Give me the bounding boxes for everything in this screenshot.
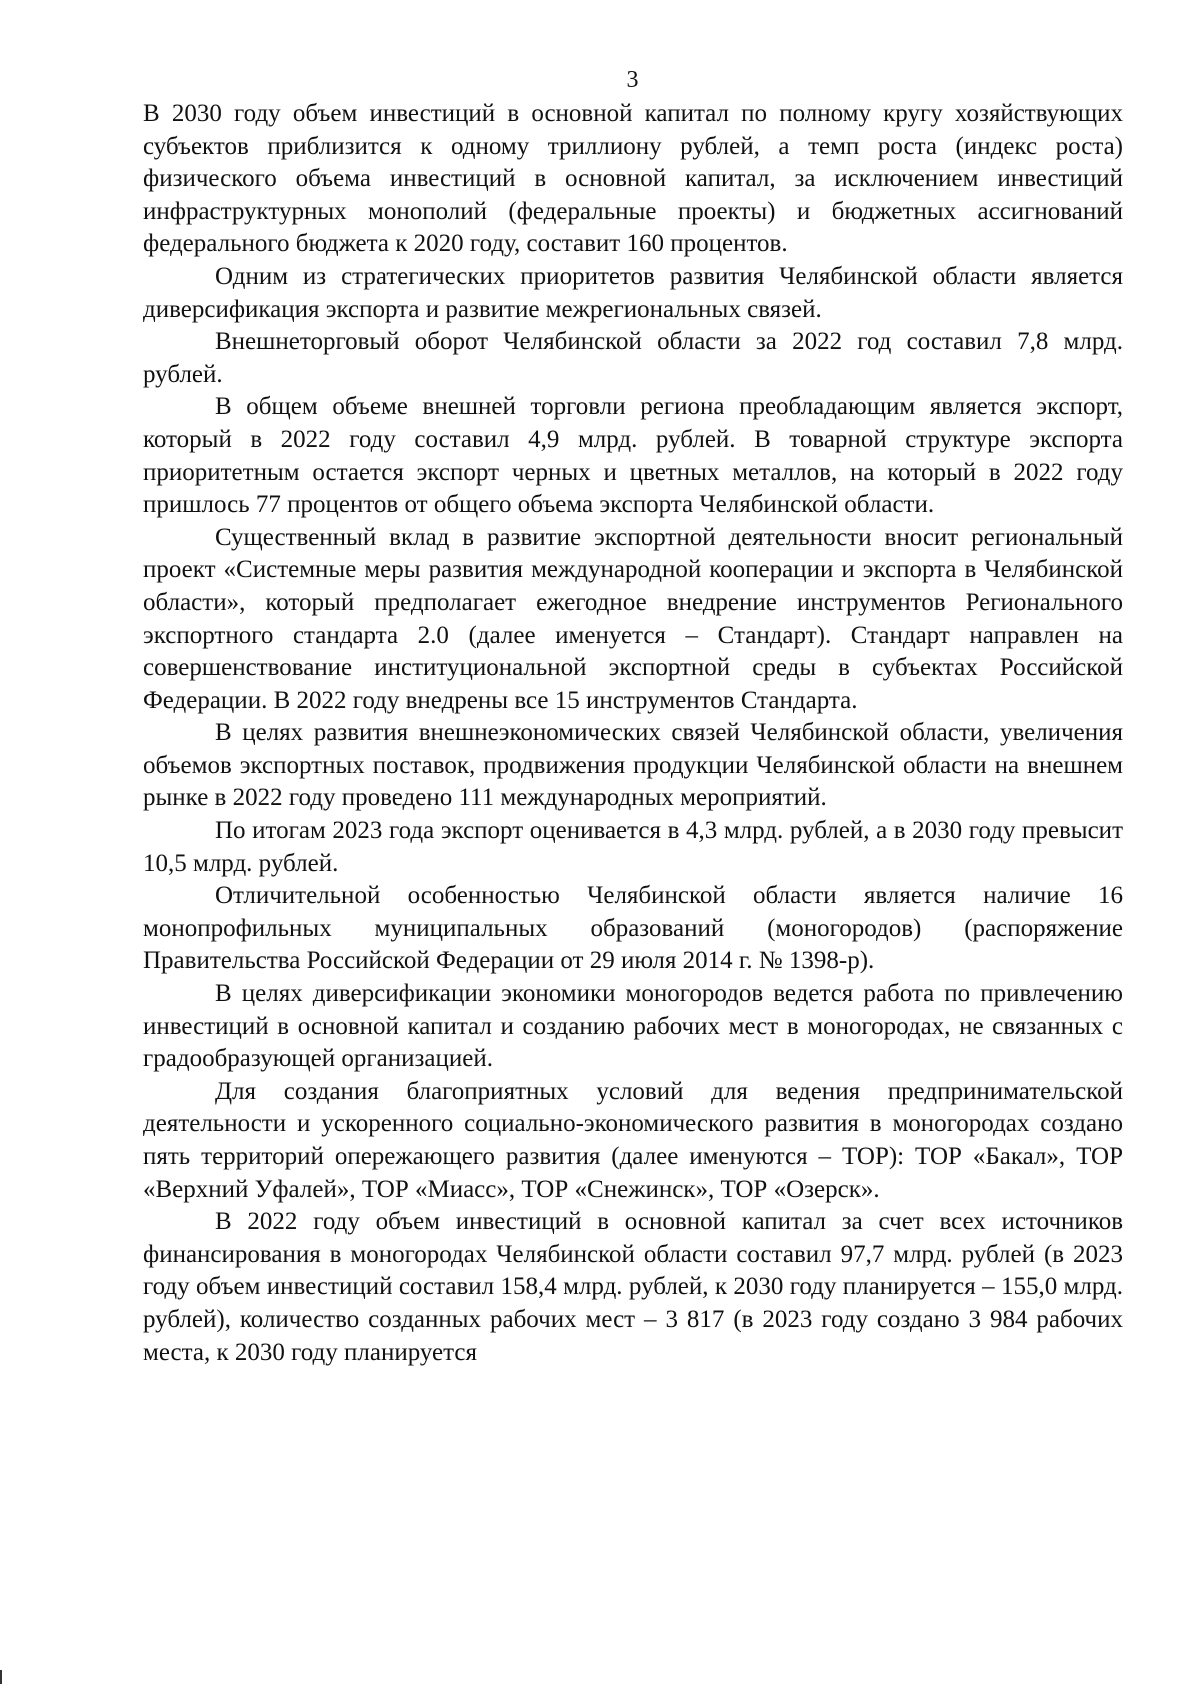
paragraph-export-structure: В общем объеме внешней торговли региона преобладающим является экспорт, который в 2022 году составил 4,9 млрд. рублей. В товарной структуре экспорта приоритетным остается экспорт черных и цветных металлов, на который в 2022 году пришлось 77 процентов от общего объема экспорта Челябинской области. bbox=[143, 393, 1123, 519]
paragraph-foreign-trade-turnover: Внешнеторговый оборот Челябинской области за 2022 год составил 7,8 млрд. рублей. bbox=[143, 328, 1123, 388]
page-number: 3 bbox=[626, 67, 639, 93]
document-body bbox=[143, 98, 1123, 1369]
paragraph-international-events: В целях развития внешнеэкономических связей Челябинской области, увеличения объемов экспортных поставок, продвижения продукции Челябинской области на внешнем рынке в 2022 году проведено 111 международных мероприятий. bbox=[143, 719, 1123, 812]
scan-edge-mark bbox=[0, 1670, 2, 1684]
paragraph-investment-2030: В 2030 году объем инвестиций в основной капитал по полному кругу хозяйствующих субъектов приблизится к одному триллиону рублей, а темп роста (индекс роста) физического объема инвестиций в основной капитал, за исключением инвестиций инфраструктурных монополий (федеральные проекты) и бюджетных ассигнований федерального бюджета к 2020 году, составит 160 процентов. bbox=[143, 100, 1123, 258]
paragraph-monotown-investment: В 2022 году объем инвестиций в основной капитал за счет всех источников финансирования в моногородах Челябинской области составил 97,7 млрд. рублей (в 2023 году объем инвестиций составил 158,4 млрд. рублей, к 2030 году планируется – 155,0 млрд. рублей), количество созданных рабочих мест – 3 817 (в 2023 году создано 3 984 рабочих места, к 2030 году планируется bbox=[143, 1208, 1123, 1366]
paragraph-monotowns: Отличительной особенностью Челябинской области является наличие 16 монопрофильных муниципальных образований (моногородов) (распоряжение Правительства Российской Федерации от 29 июля 2014 г. № 1398-р). bbox=[143, 882, 1123, 975]
paragraph-export-forecast: По итогам 2023 года экспорт оценивается в 4,3 млрд. рублей, а в 2030 году превысит 10,5 млрд. рублей. bbox=[143, 817, 1123, 877]
paragraph-export-priority: Одним из стратегических приоритетов развития Челябинской области является диверсификация экспорта и развитие межрегиональных связей. bbox=[143, 262, 1123, 323]
paragraph-advanced-development-territories: Для создания благоприятных условий для ведения предпринимательской деятельности и ускоренного социально-экономического развития в моногородах создано пять территорий опережающего развития (далее именуются – ТОР): ТОР «Бакал», ТОР «Верхний Уфалей», ТОР «Миасс», ТОР «Снежинск», ТОР «Озерск». bbox=[143, 1077, 1123, 1203]
paragraph-regional-project: Существенный вклад в развитие экспортной деятельности вносит региональный проект «Системные меры развития международной кооперации и экспорта в Челябинской области», который предполагает ежегодное внедрение инструментов Регионального экспортного стандарта 2.0 (далее именуется – Стандарт). Стандарт направлен на совершенствование институциональной экспортной среды в субъектах Российской Федерации. В 2022 году внедрены все 15 инструментов Стандарта. bbox=[143, 523, 1123, 714]
paragraph-monotown-diversification: В целях диверсификации экономики моногородов ведется работа по привлечению инвестиций в основной капитал и созданию рабочих мест в моногородах, не связанных с градообразующей организацией. bbox=[143, 980, 1123, 1073]
